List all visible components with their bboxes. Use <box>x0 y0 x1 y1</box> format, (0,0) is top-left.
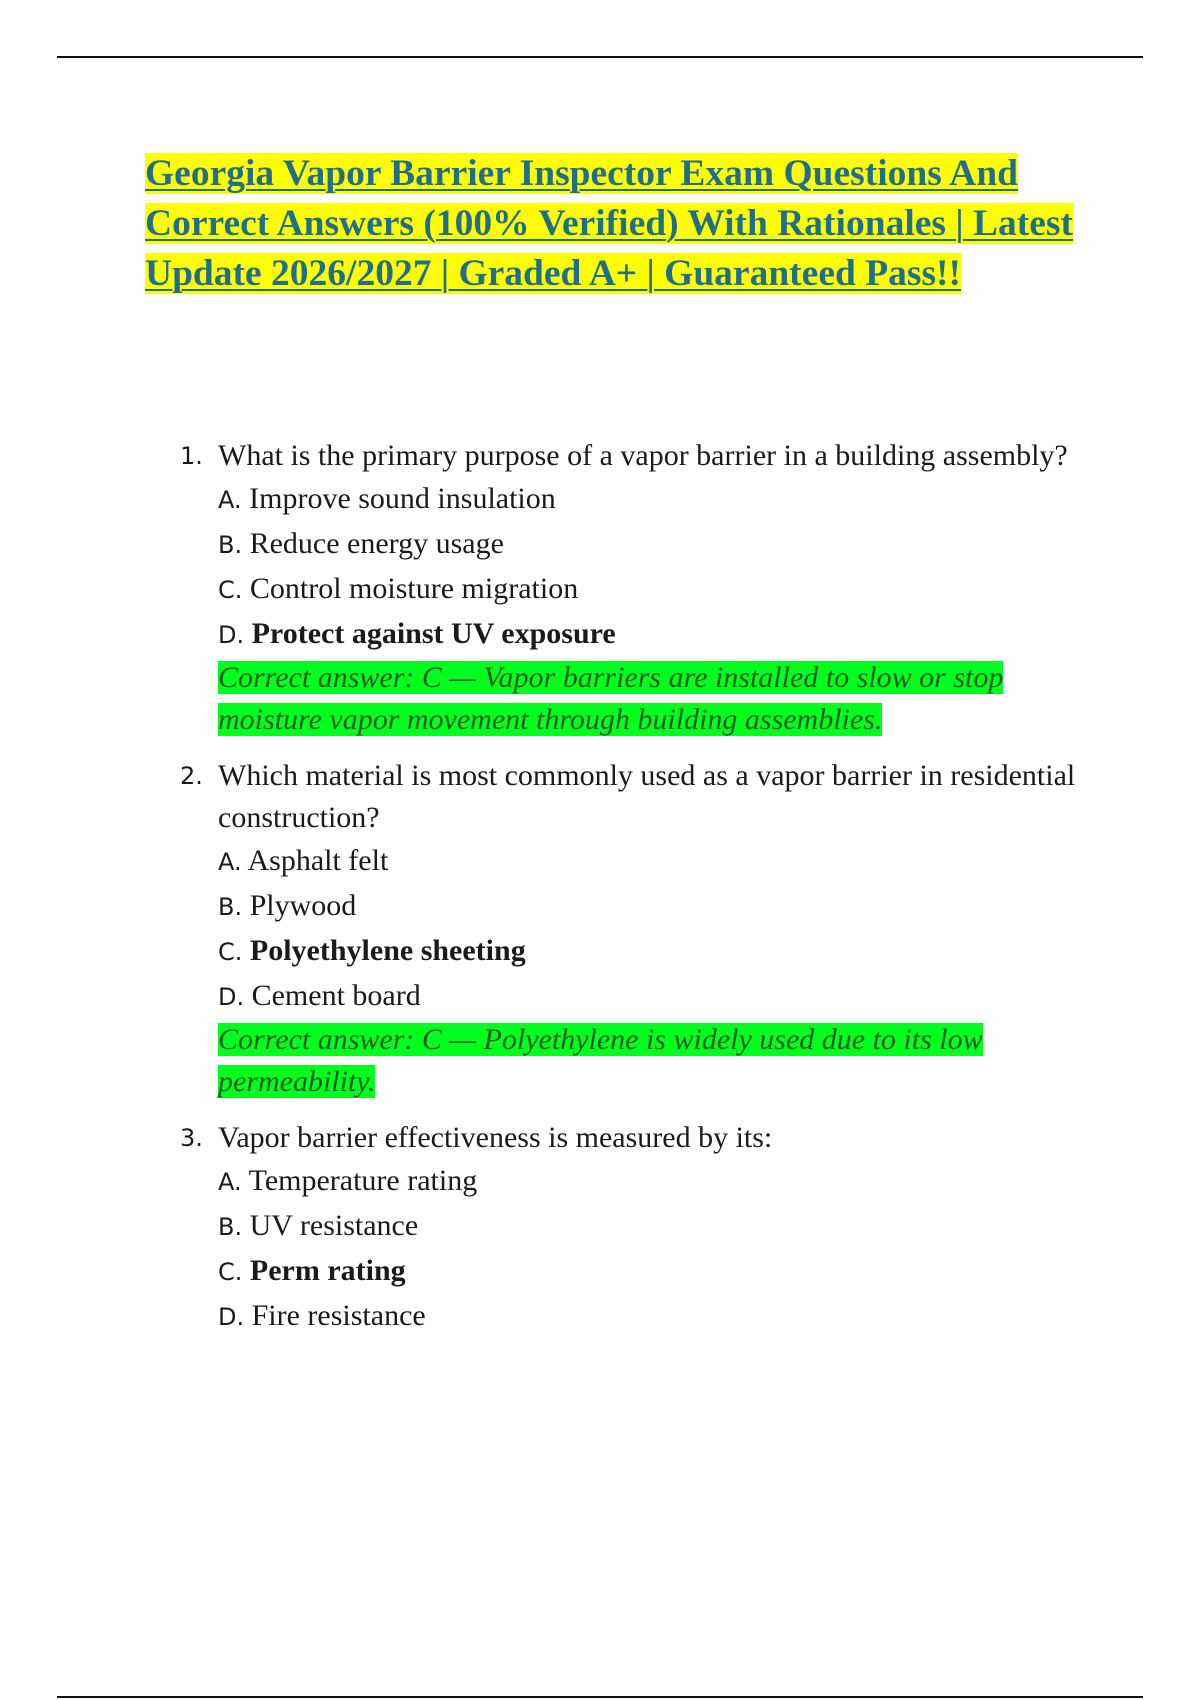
question-3 <box>180 1117 1080 1339</box>
option-text: UV resistance <box>249 1209 419 1242</box>
option-a <box>218 839 1080 884</box>
option-b <box>218 522 1080 567</box>
option-d <box>218 1294 1080 1339</box>
option-text: Polyethylene sheeting <box>249 934 526 967</box>
option-b <box>218 884 1080 929</box>
top-rule <box>57 56 1143 58</box>
option-letter: B. <box>218 531 243 559</box>
document-title <box>145 149 1095 299</box>
answer-rationale-text: Correct answer: C — Polyethylene is widely used due to its low permeability. <box>218 1023 983 1098</box>
option-letter: D. <box>218 621 245 649</box>
option-letter: A. <box>218 486 242 514</box>
option-b <box>218 1204 1080 1249</box>
option-text: Fire resistance <box>251 1299 426 1332</box>
option-letter: B. <box>218 1213 243 1241</box>
option-text: Reduce energy usage <box>249 527 504 560</box>
option-text: Perm rating <box>249 1254 406 1287</box>
option-c <box>218 929 1080 974</box>
option-text: Asphalt felt <box>247 844 389 877</box>
question-text: Which material is most commonly used as a vapor barrier in residential construction? <box>218 759 1076 834</box>
question-number: 2. <box>180 762 203 790</box>
question-text: What is the primary purpose of a vapor barrier in a building assembly? <box>218 439 1068 472</box>
option-text: Improve sound insulation <box>249 482 556 515</box>
option-letter: A. <box>218 848 242 876</box>
option-text: Control moisture migration <box>249 572 579 605</box>
option-c <box>218 567 1080 612</box>
option-c <box>218 1249 1080 1294</box>
option-a <box>218 477 1080 522</box>
option-letter: C. <box>218 576 243 604</box>
option-d <box>218 612 1080 657</box>
answer-rationale <box>218 657 1080 741</box>
answer-rationale <box>218 1019 1080 1103</box>
question-list <box>180 435 1080 1353</box>
option-list <box>218 839 1080 1019</box>
option-text: Protect against UV exposure <box>251 617 616 650</box>
question-1 <box>180 435 1080 741</box>
option-text: Temperature rating <box>248 1164 478 1197</box>
bottom-rule <box>57 1696 1143 1698</box>
answer-rationale-text: Correct answer: C — Vapor barriers are installed to slow or stop moisture vapor movement through building assemblies. <box>218 661 1004 736</box>
question-2 <box>180 755 1080 1103</box>
option-letter: B. <box>218 893 243 921</box>
question-text: Vapor barrier effectiveness is measured by its: <box>218 1121 773 1154</box>
option-letter: A. <box>218 1168 242 1196</box>
document-title-text: Georgia Vapor Barrier Inspector Exam Questions And Correct Answers (100% Verified) With Rationales | Latest Update 2026/2027 | Graded A+ | Guaranteed Pass!! <box>145 153 1073 294</box>
option-letter: D. <box>218 983 245 1011</box>
option-letter: D. <box>218 1303 245 1331</box>
option-text: Cement board <box>251 979 421 1012</box>
option-letter: C. <box>218 1258 243 1286</box>
option-a <box>218 1159 1080 1204</box>
option-list <box>218 477 1080 657</box>
option-text: Plywood <box>249 889 357 922</box>
option-d <box>218 974 1080 1019</box>
option-list <box>218 1159 1080 1339</box>
question-number: 3. <box>180 1124 203 1152</box>
option-letter: C. <box>218 938 243 966</box>
question-number: 1. <box>180 442 203 470</box>
